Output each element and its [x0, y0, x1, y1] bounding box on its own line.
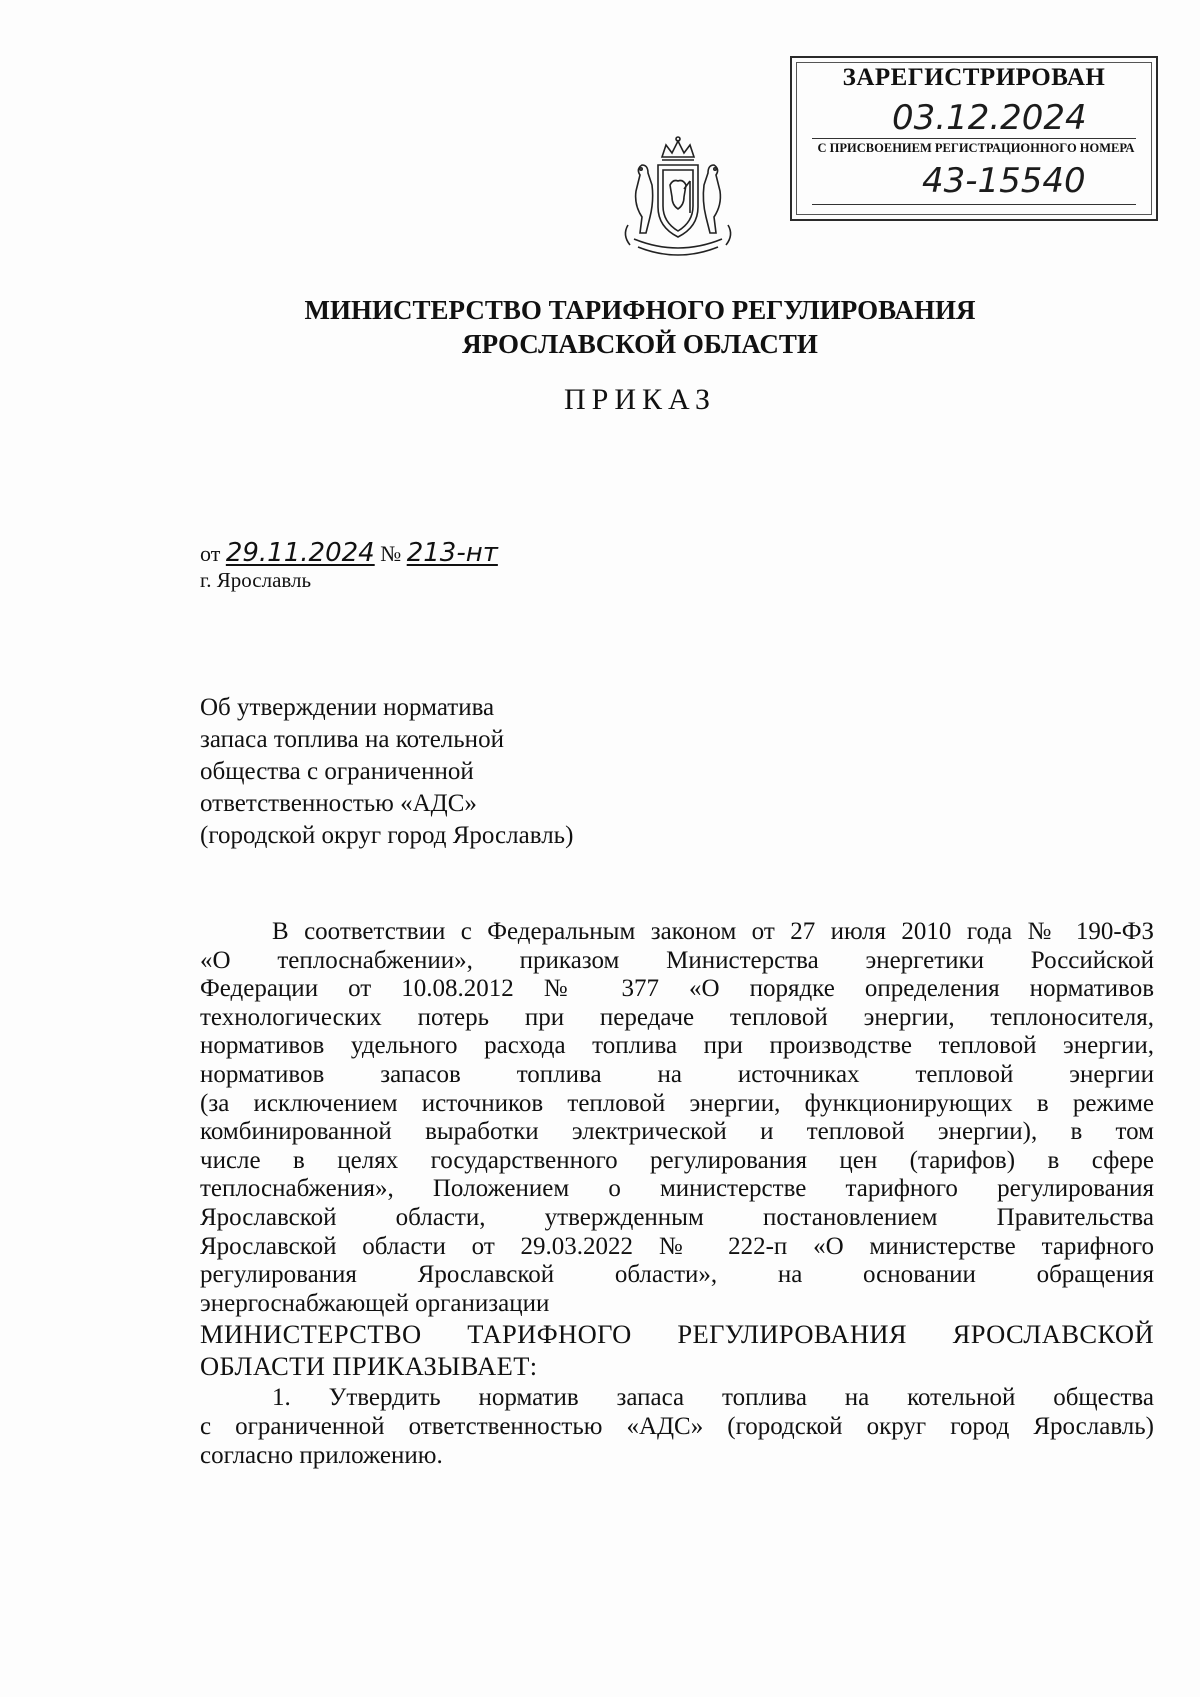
preamble-line: «О теплоснабжении», приказом Министерства энергетики Российской — [200, 946, 1154, 974]
order-item-1 — [200, 1384, 1154, 1470]
decree-heading-line-1: МИНИСТЕРСТВО ТАРИФНОГО РЕГУЛИРОВАНИЯ ЯРОСЛАВСКОЙ — [200, 1319, 1154, 1350]
order-number-handwritten: 213-нт — [406, 538, 498, 568]
preamble-line: технологических потерь при передаче тепловой энергии, теплоносителя, — [200, 1003, 1154, 1031]
decree-heading-line-2: ОБЛАСТИ ПРИКАЗЫВАЕТ: — [200, 1351, 538, 1382]
subject-line: общества с ограниченной — [200, 758, 474, 785]
preamble-line: комбинированной выработки электрической и тепловой энергии), в том — [200, 1118, 1154, 1146]
preamble-last-line: энергоснабжающей организации — [200, 1289, 550, 1317]
order-body — [200, 918, 1154, 1470]
coat-of-arms-emblem — [618, 135, 738, 265]
subject-line: (городской округ город Ярославль) — [200, 822, 574, 849]
preamble-line: нормативов удельного расхода топлива при производстве тепловой энергии, — [200, 1032, 1154, 1060]
preamble-line: Ярославской области от 29.03.2022 № 222-п «О министерстве тарифного — [200, 1232, 1154, 1260]
order-prefix-from: от — [200, 541, 221, 566]
ministry-title-line-2: ЯРОСЛАВСКОЙ ОБЛАСТИ — [462, 329, 818, 359]
order-item-line: 1. Утвердить норматив запаса топлива на котельной общества — [272, 1384, 1154, 1412]
preamble-line: теплоснабжения», Положением о министерстве тарифного регулирования — [200, 1175, 1154, 1203]
ministry-title-line-1: МИНИСТЕРСТВО ТАРИФНОГО РЕГУЛИРОВАНИЯ — [304, 295, 976, 325]
order-date-handwritten: 29.11.2024 — [225, 538, 375, 568]
stamp-subtitle: С ПРИСВОЕНИЕМ РЕГИСТРАЦИОННОГО НОМЕРА — [817, 141, 1135, 155]
preamble-line: (за исключением источников тепловой энергии, функционирующих в режиме — [200, 1089, 1154, 1117]
stamp-registration-number: 43-15540 — [922, 161, 1086, 201]
preamble-line: нормативов запасов топлива на источниках тепловой энергии — [200, 1060, 1154, 1088]
order-item-last-line: согласно приложению. — [200, 1441, 443, 1469]
stamp-bottom-line — [812, 204, 1136, 205]
preamble-line: числе в целях государственного регулирования цен (тарифов) в сфере — [200, 1146, 1154, 1174]
preamble-line: Ярославской области, утвержденным постановлением Правительства — [200, 1203, 1154, 1231]
preamble-line: Федерации от 10.08.2012 № 377 «О порядке определения нормативов — [200, 975, 1154, 1003]
stamp-date: 03.12.2024 — [892, 98, 1087, 138]
stamp-divider — [812, 138, 1136, 139]
subject-line: Об утверждении норматива — [200, 694, 495, 721]
order-subject — [200, 692, 573, 852]
stamp-title: ЗАРЕГИСТРИРОВАН — [842, 64, 1106, 91]
preamble-line: В соответствии с Федеральным законом от 27 июля 2010 года № 190-ФЗ — [272, 918, 1154, 945]
subject-line: ответственностью «АДС» — [200, 790, 477, 817]
document-type-heading: ПРИКАЗ — [564, 383, 716, 416]
order-item-line: с ограниченной ответственностью «АДС» (городской округ город Ярославль) — [200, 1412, 1154, 1440]
order-number-sign: № — [380, 541, 402, 566]
preamble-line: регулирования Ярославской области», на основании обращения — [200, 1261, 1154, 1289]
order-city: г. Ярославль — [200, 568, 312, 592]
ministry-title — [0, 293, 1200, 361]
subject-line: запаса топлива на котельной — [200, 726, 504, 753]
registration-stamp — [790, 56, 1158, 221]
order-date-number-line — [200, 538, 498, 568]
